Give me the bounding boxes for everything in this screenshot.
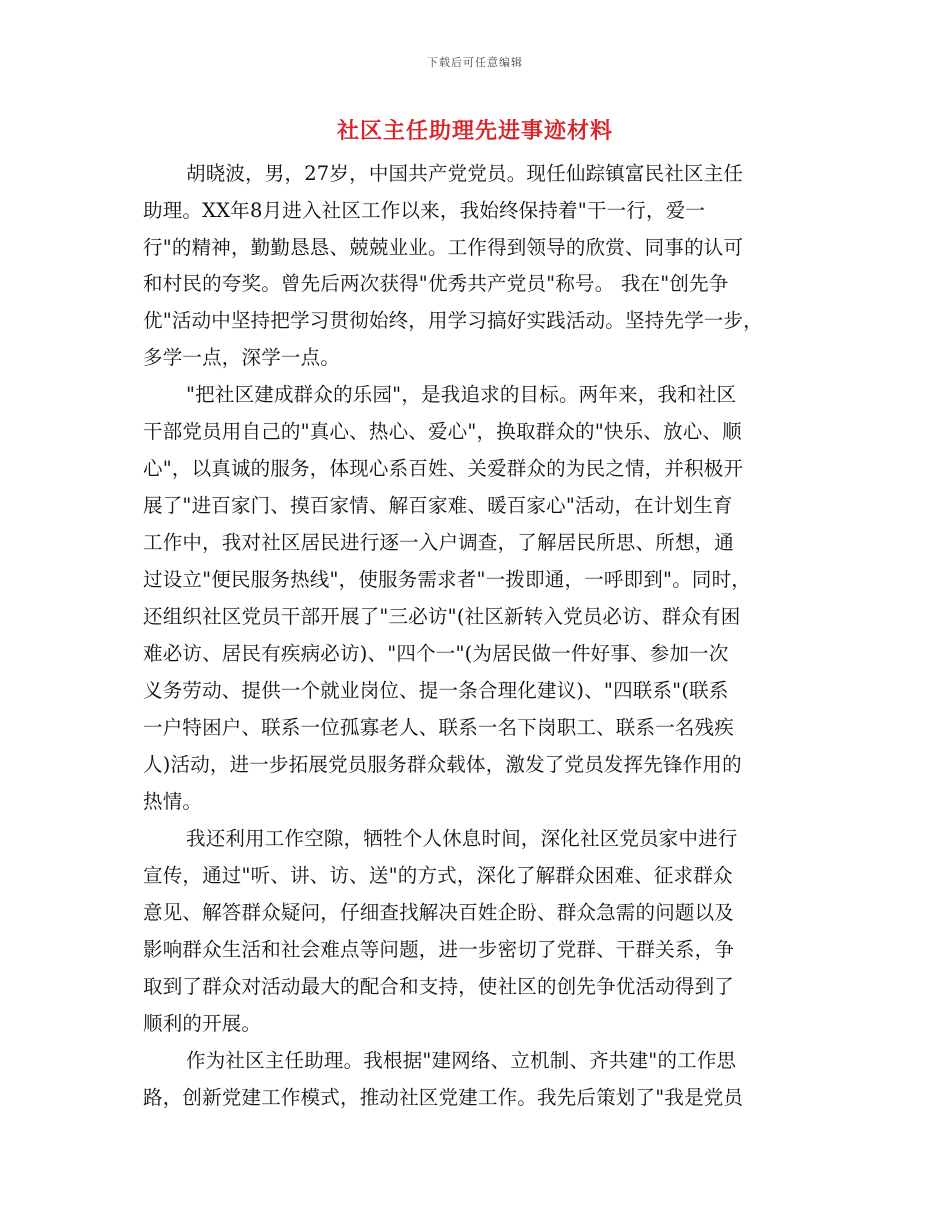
body-line: 意见、解答群众疑问，仔细查找解决百姓企盼、群众急需的问题以及 (143, 901, 735, 924)
body-line: 展了"进百家门、摸百家情、解百家难、暖百家心"活动，在计划生育 (143, 494, 733, 517)
body-line: 人)活动，进一步拓展党员服务群众载体，激发了党员发挥先锋作用的 (143, 753, 742, 776)
body-line: 优"活动中坚持把学习贯彻始终，用学习搞好实践活动。坚持先学一步， (143, 309, 763, 332)
body-line: 干部党员用自己的"真心、热心、爱心"，换取群众的"快乐、放心、顺 (143, 420, 742, 443)
body-line: 还组织社区党员干部开展了"三必访"(社区新转入党员必访、群众有困 (143, 605, 741, 628)
document-title: 社区主任助理先进事迹材料 (336, 118, 613, 144)
body-line: 行"的精神，勤勤恳恳、兢兢业业。工作得到领导的欣赏、同事的认可 (143, 236, 744, 259)
body-line: 顺利的开展。 (143, 1012, 262, 1035)
body-line: 工作中，我对社区居民进行逐一入户调查，了解居民所思、所想，通 (143, 531, 735, 554)
body-line: 一户特困户、联系一位孤寡老人、联系一名下岗职工、联系一名残疾 (143, 716, 735, 739)
body-line: 难必访、居民有疾病必访)、"四个一"(为居民做一件好事、参加一次 (143, 642, 729, 665)
body-line: 义务劳动、提供一个就业岗位、提一条合理化建议)、"四联系"(联系 (143, 679, 729, 702)
body-line: "把社区建成群众的乐园"，是我追求的目标。两年来，我和社区 (186, 383, 737, 406)
body-line: 助理。XX年8月进入社区工作以来，我始终保持着"干一行，爱一 (143, 199, 706, 222)
page-header: 下载后可任意编辑 (427, 56, 523, 69)
body-line: 过设立"便民服务热线"，使服务需求者"一拨即通，一呼即到"。同时， (143, 568, 751, 591)
body-line: 路，创新党建工作模式，推动社区党建工作。我先后策划了"我是党员 (143, 1086, 744, 1109)
body-line: 作为社区主任助理。我根据"建网络、立机制、齐共建"的工作思 (186, 1049, 737, 1072)
body-line: 取到了群众对活动最大的配合和支持，使社区的创先争优活动得到了 (143, 975, 735, 998)
body-line: 我还利用工作空隙，牺牲个人休息时间，深化社区党员家中进行 (186, 827, 738, 850)
body-line: 胡晓波，男，27岁，中国共产党党员。现任仙踪镇富民社区主任 (186, 162, 744, 185)
body-line: 多学一点，深学一点。 (143, 346, 341, 369)
body-line: 和村民的夸奖。曾先后两次获得"优秀共产党员"称号。 我在"创先争 (143, 272, 729, 295)
body-line: 热情。 (143, 790, 203, 813)
body-line: 宣传，通过"听、讲、访、送"的方式，深化了解群众困难、征求群众 (143, 864, 733, 887)
body-line: 影响群众生活和社会难点等问题，进一步密切了党群、干群关系，争 (143, 938, 735, 961)
body-line: 心"，以真诚的服务，体现心系百姓、关爱群众的为民之情，并积极开 (143, 457, 744, 480)
